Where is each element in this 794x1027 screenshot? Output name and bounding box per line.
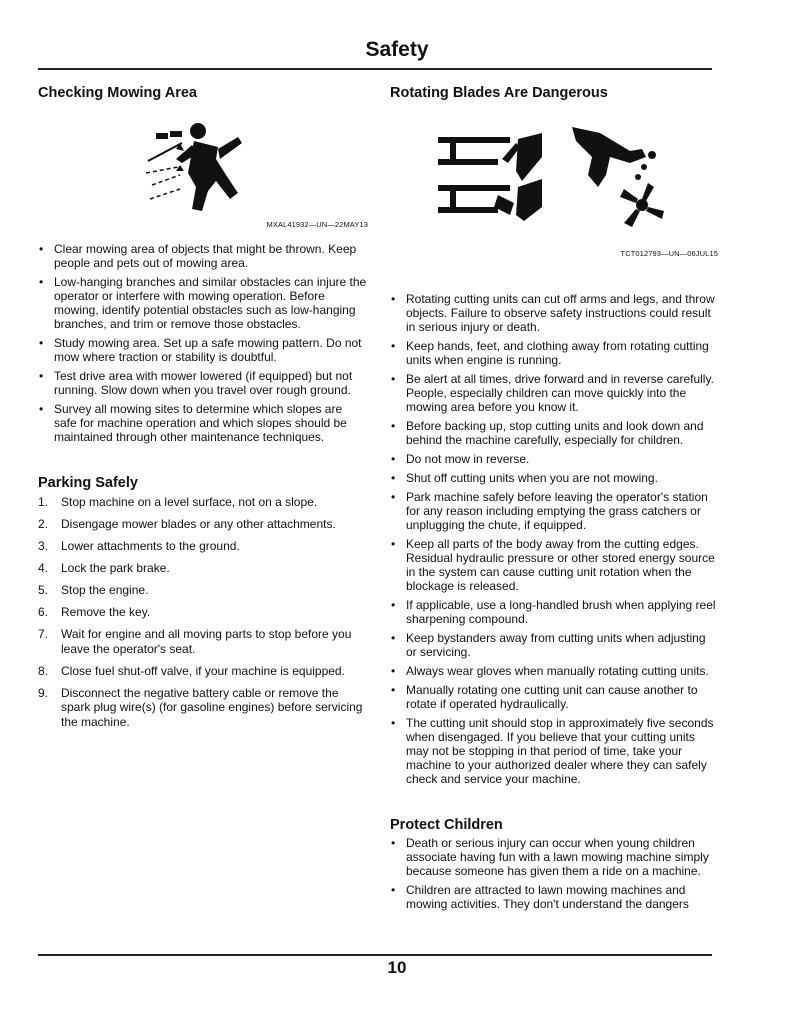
list-item: • The cutting unit should stop in approximately five seconds when disengaged. If you believe that your cutting units may not be stopping in that period of time, take your machine to your authorized dealer where they can safely check and service your machine. xyxy=(390,716,718,786)
list-item: • Keep all parts of the body away from the cutting edges. Residual hydraulic pressure or other stored energy source in the system can cause cutting unit rotation when the blockage is released. xyxy=(390,537,718,593)
list-item: • Park machine safely before leaving the operator's station for any reason including emptying the grass catchers or unplugging the chute, if equipped. xyxy=(390,490,718,532)
mowing-area-list xyxy=(38,242,368,444)
list-item xyxy=(38,605,368,620)
list-item xyxy=(38,517,368,532)
list-item: • Always wear gloves when manually rotating cutting units. xyxy=(390,664,718,678)
figure-code: TCT012793—UN—06JUL15 xyxy=(620,249,718,258)
page-title: Safety xyxy=(365,38,429,61)
rotating-blades-heading: Rotating Blades Are Dangerous xyxy=(390,85,608,101)
protect-children-heading: Protect Children xyxy=(390,817,503,833)
parking-safely-heading: Parking Safely xyxy=(38,475,138,491)
page-number: 10 xyxy=(387,958,407,977)
list-item: • Do not mow in reverse. xyxy=(390,452,718,466)
step-text: Stop the engine. xyxy=(61,583,149,597)
list-item: • Death or serious injury can occur when young children associate having fun with a lawn mowing machine simply because someone has given them a ride on a machine. xyxy=(390,836,718,878)
list-item: • Before backing up, stop cutting units and look down and behind the machine carefully, especially for children. xyxy=(390,419,718,447)
right-column xyxy=(390,80,718,916)
step-text: Stop machine on a level surface, not on a slope. xyxy=(61,495,318,509)
step-text: Lock the park brake. xyxy=(61,561,170,575)
reel-hand-hazard-icon xyxy=(438,133,548,223)
footer-rule xyxy=(38,954,712,956)
list-item: • Study mowing area. Set up a safe mowing pattern. Do not mow where traction or stability is doubtful. xyxy=(38,336,368,364)
header-rule xyxy=(38,68,712,70)
list-item: • If applicable, use a long-handled brush when applying reel sharpening compound. xyxy=(390,598,718,626)
step-number: 6. xyxy=(38,605,49,619)
step-number: 4. xyxy=(38,561,49,575)
thrown-object-figure xyxy=(38,103,368,231)
figure-code: MXAL41932—UN—22MAY13 xyxy=(266,220,368,229)
step-number: 2. xyxy=(38,517,49,531)
step-number: 9. xyxy=(38,685,49,700)
step-text: Lower attachments to the ground. xyxy=(61,539,240,553)
list-item: • Rotating cutting units can cut off arms and legs, and throw objects. Failure to observe safety instructions could result in serious injury or death. xyxy=(390,292,718,334)
step-number: 7. xyxy=(38,627,49,641)
list-item: • Keep bystanders away from cutting units when adjusting or servicing. xyxy=(390,631,718,659)
list-item xyxy=(38,495,368,510)
list-item: • Manually rotating one cutting unit can cause another to rotate if operated hydraulically. xyxy=(390,683,718,711)
list-item: • Be alert at all times, drive forward and in reverse carefully. People, especially children can move quickly into the mowing area before you know it. xyxy=(390,372,718,414)
list-item: • Shut off cutting units when you are not mowing. xyxy=(390,471,718,485)
rotating-blades-figure xyxy=(390,103,718,263)
step-number: 1. xyxy=(38,495,49,509)
list-item: • Children are attracted to lawn mowing machines and mowing activities. They don't understand the dangers xyxy=(390,883,718,911)
left-column xyxy=(38,80,368,737)
list-item: • Clear mowing area of objects that might be thrown. Keep people and pets out of mowing area. xyxy=(38,242,368,270)
list-item xyxy=(38,627,368,656)
list-item xyxy=(38,539,368,554)
list-item: • Low-hanging branches and similar obstacles can injure the operator or interfere with mowing operation. Before mowing, identify potential obstacles such as low-hanging branches, and trim or remove those obstacles. xyxy=(38,275,368,331)
mowing-area-heading: Checking Mowing Area xyxy=(38,85,197,101)
blade-foot-hazard-icon xyxy=(570,127,670,227)
step-number: 5. xyxy=(38,583,49,597)
step-text: Wait for engine and all moving parts to stop before you leave the operator's seat. xyxy=(61,627,352,656)
rotating-blades-list xyxy=(390,292,718,786)
protect-children-list xyxy=(390,836,718,911)
step-text: Close fuel shut-off valve, if your machine is equipped. xyxy=(61,663,345,678)
list-item: • Test drive area with mower lowered (if equipped) but not running. Slow down when you travel over rough ground. xyxy=(38,369,368,397)
list-item xyxy=(38,664,368,679)
parking-steps-list xyxy=(38,495,368,729)
step-text: Remove the key. xyxy=(61,605,151,619)
list-item: • Survey all mowing sites to determine which slopes are safe for machine operation and which slopes should be maintained through other maintenance techniques. xyxy=(38,402,368,444)
step-text: Disengage mower blades or any other attachments. xyxy=(61,517,336,531)
step-text: Disconnect the negative battery cable or remove the spark plug wire(s) (for gasoline engines) before servicing the machine. xyxy=(61,685,363,729)
step-number: 8. xyxy=(38,663,49,678)
thrown-object-warning-icon xyxy=(146,113,266,213)
list-item xyxy=(38,583,368,598)
list-item: • Keep hands, feet, and clothing away from rotating cutting units when engine is running. xyxy=(390,339,718,367)
list-item xyxy=(38,561,368,576)
step-number: 3. xyxy=(38,539,49,553)
list-item xyxy=(38,686,368,730)
